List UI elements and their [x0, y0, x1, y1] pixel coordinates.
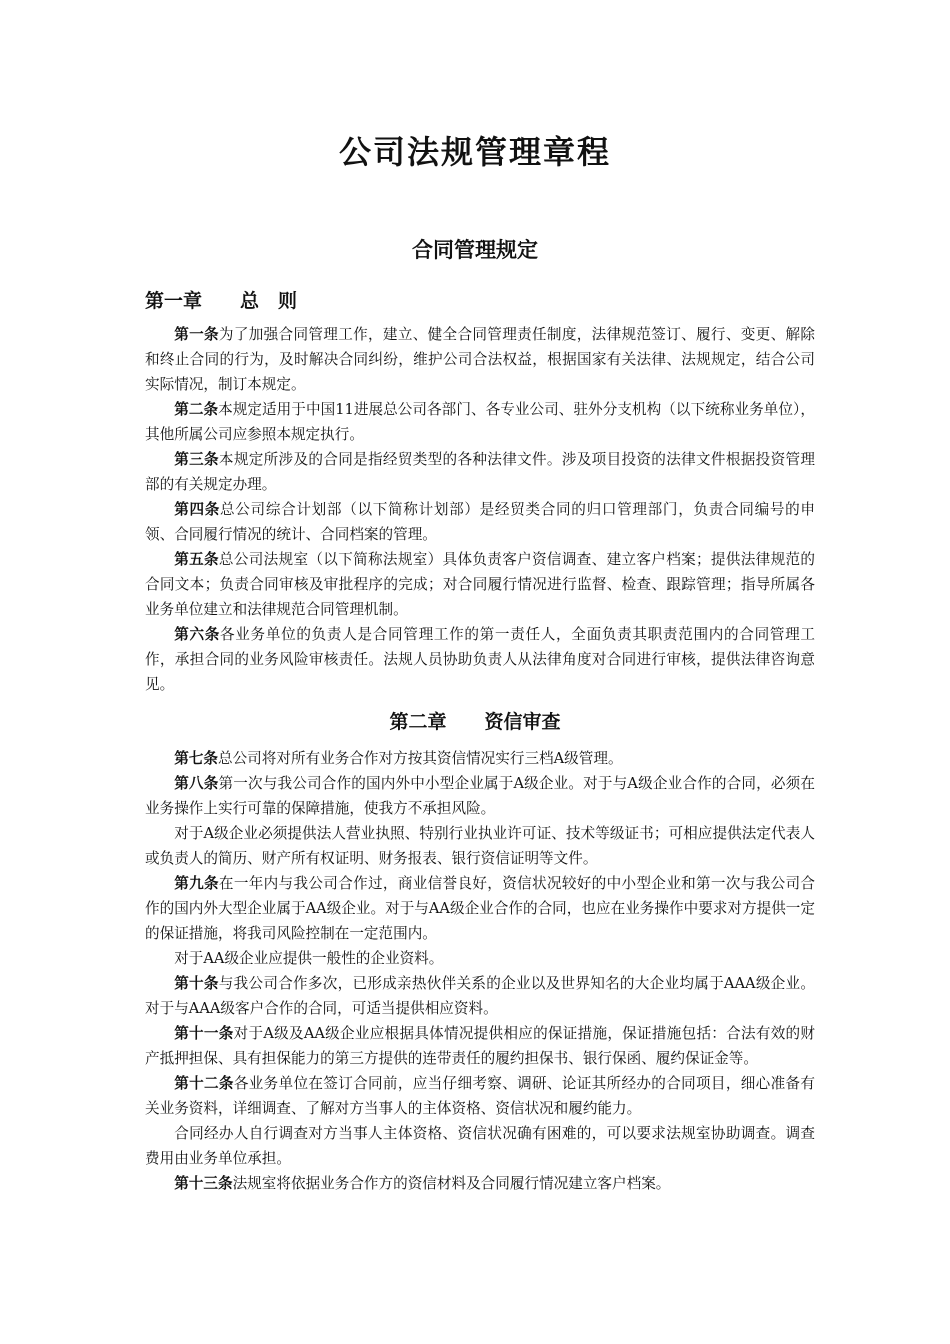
article-text: 总公司综合计划部（以下简称计划部）是经贸类合同的归口管理部门，负责合同编号的申领、合同履行情况的统计、合同档案的管理。 — [145, 501, 815, 543]
article-text: 本规定适用于中国11进展总公司各部门、各专业公司、驻外分支机构（以下统称业务单位），其他所属公司应参照本规定执行。 — [145, 401, 815, 443]
article-2 — [145, 397, 815, 447]
article-number: 第一条 — [174, 326, 219, 343]
article-3 — [145, 447, 815, 497]
article-1 — [145, 322, 815, 397]
article-text: 各业务单位在签订合同前，应当仔细考察、调研、论证其所经办的合同项目，细心准备有关业务资料，详细调查、了解对方当事人的主体资格、资信状况和履约能力。 — [145, 1075, 815, 1117]
article-text: 为了加强合同管理工作，建立、健全合同管理责任制度，法律规范签订、履行、变更、解除和终止合同的行为，及时解决合同纠纷，维护公司合法权益，根据国家有关法律、法规规定，结合公司实际情况，制订本规定。 — [145, 326, 815, 393]
article-text: 对于A级企业必须提供法人营业执照、特别行业执业许可证、技术等级证书；可相应提供法定代表人或负责人的简历、财产所有权证明、财务报表、银行资信证明等文件。 — [145, 825, 815, 867]
article-number: 第五条 — [174, 551, 219, 568]
article-number: 第九条 — [174, 875, 219, 892]
article-text: 对于A级及AA级企业应根据具体情况提供相应的保证措施，保证措施包括：合法有效的财产抵押担保、具有担保能力的第三方提供的连带责任的履约担保书、银行保函、履约保证金等。 — [145, 1025, 815, 1067]
article-9 — [145, 871, 815, 946]
article-13 — [145, 1171, 815, 1196]
article-text: 与我公司合作多次，已形成亲热伙伴关系的企业以及世界知名的大企业均属于AAA级企业。对于与AAA级客户合作的合同，可适当提供相应资料。 — [145, 975, 815, 1017]
article-10 — [145, 971, 815, 1021]
document-subtitle: 合同管理规定 — [412, 238, 538, 262]
article-text: 合同经办人自行调查对方当事人主体资格、资信状况确有困难的，可以要求法规室协助调查。调查费用由业务单位承担。 — [145, 1125, 815, 1167]
article-6 — [145, 622, 815, 697]
article-number: 第十二条 — [174, 1075, 234, 1092]
article-text: 总公司将对所有业务合作对方按其资信情况实行三档A级管理。 — [217, 750, 623, 767]
article-8 — [145, 771, 815, 821]
article-5 — [145, 547, 815, 622]
article-number: 第二条 — [174, 401, 219, 418]
article-number: 第六条 — [174, 626, 221, 643]
chapter-1-body — [145, 322, 815, 697]
article-9-continuation — [145, 946, 815, 971]
article-number: 第七条 — [174, 750, 218, 767]
chapter-2-body — [145, 746, 815, 1196]
article-7 — [145, 746, 815, 771]
article-12-continuation — [145, 1121, 815, 1171]
article-8-continuation — [145, 821, 815, 871]
article-text: 本规定所涉及的合同是指经贸类型的各种法律文件。涉及项目投资的法律文件根据投资管理部的有关规定办理。 — [145, 451, 815, 493]
article-4 — [145, 497, 815, 547]
article-number: 第十三条 — [174, 1175, 233, 1192]
article-number: 第八条 — [174, 775, 219, 792]
article-text: 对于AA级企业应提供一般性的企业资料。 — [174, 950, 444, 967]
article-number: 第十一条 — [174, 1025, 234, 1042]
article-number: 第十条 — [174, 975, 219, 992]
article-number: 第四条 — [174, 501, 221, 518]
chapter-1-heading: 第一章 总 则 — [145, 290, 298, 312]
article-text: 在一年内与我公司合作过，商业信誉良好，资信状况较好的中小型企业和第一次与我公司合作的国内外大型企业属于AA级企业。对于与AA级企业合作的合同，也应在业务操作中要求对方提供一定的保证措施，将我司风险控制在一定范围内。 — [145, 875, 815, 942]
article-number: 第三条 — [174, 451, 219, 468]
article-11 — [145, 1021, 815, 1071]
article-text: 各业务单位的负责人是合同管理工作的第一责任人，全面负责其职责范围内的合同管理工作，承担合同的业务风险审核责任。法规人员协助负责人从法律角度对合同进行审核，提供法律咨询意见。 — [145, 626, 815, 693]
article-text: 第一次与我公司合作的国内外中小型企业属于A级企业。对于与A级企业合作的合同，必须在业务操作上实行可靠的保障措施，使我方不承担风险。 — [145, 775, 815, 817]
article-12 — [145, 1071, 815, 1121]
article-text: 总公司法规室（以下简称法规室）具体负责客户资信调查、建立客户档案；提供法律规范的合同文本；负责合同审核及审批程序的完成；对合同履行情况进行监督、检查、跟踪管理；指导所属各业务单位建立和法律规范合同管理机制。 — [145, 551, 815, 618]
chapter-2-heading: 第二章 资信审查 — [389, 711, 561, 733]
article-text: 法规室将依据业务合作方的资信材料及合同履行情况建立客户档案。 — [232, 1175, 671, 1192]
document-title: 公司法规管理章程 — [338, 133, 611, 171]
